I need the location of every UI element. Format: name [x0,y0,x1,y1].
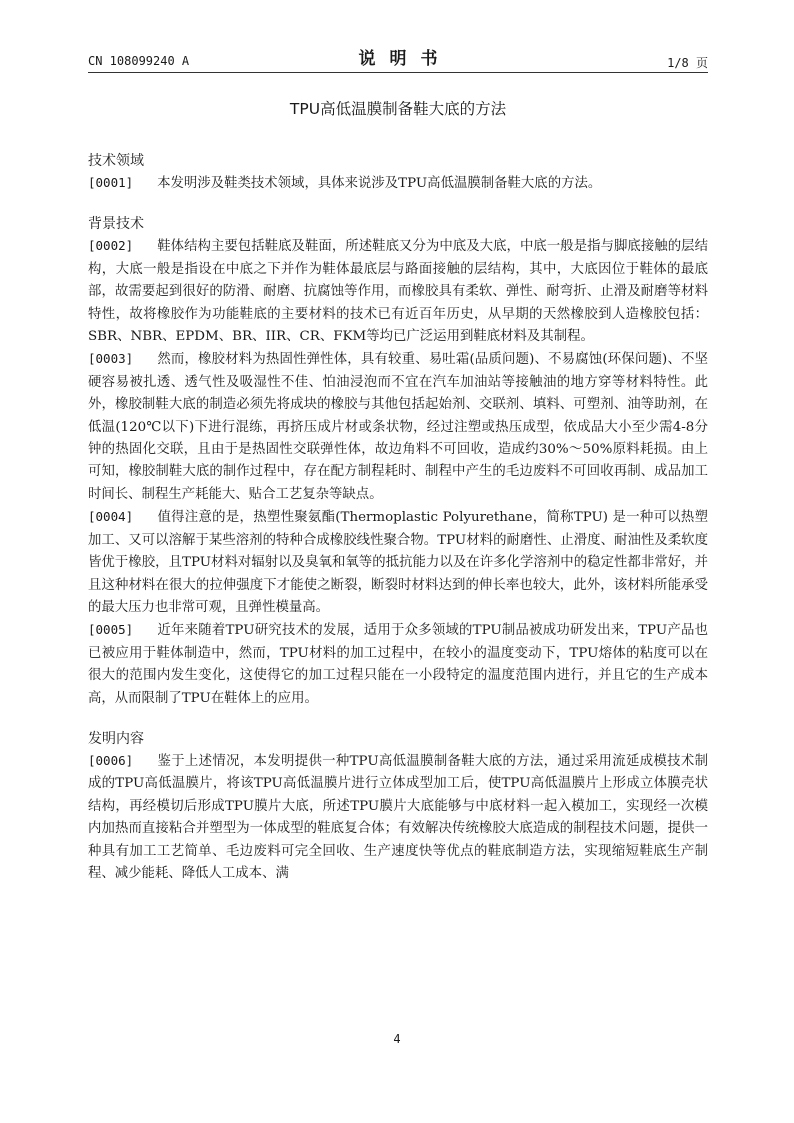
paragraph-text: 值得注意的是，热塑性聚氨酯(Thermoplastic Polyurethane，简称TPU) 是一种可以热塑加工、又可以溶解于某些溶剂的特种合成橡胶线性聚合物。TPU材料的耐磨性、止滑度、耐油性及柔软度皆优于橡胶，且TPU材料对辐射以及臭氧和氧等的抵抗能力以及在许多化学溶剂中的稳定性都非常好，并且这种材料在很大的拉伸强度下才能使之断裂，断裂时材料达到的伸长率也较大，此外，该材料所能承受的最大压力也非常可观，且弹性模量高。 [88,510,708,615]
header-rule [88,72,708,73]
paragraph-number: [0005] [88,622,134,638]
paragraph-text: 本发明涉及鞋类技术领域，具体来说涉及TPU高低温膜制备鞋大底的方法。 [157,176,602,191]
paragraph-number: [0002] [88,238,134,254]
publication-number: CN 108099240 A [88,54,190,68]
section-heading-background: 背景技术 [88,216,144,233]
page-header [88,38,708,72]
paragraph [88,235,708,348]
page-indicator: 1/8 页 [667,56,708,70]
section-heading-summary: 发明内容 [88,730,144,747]
document-title: TPU高低温膜制备鞋大底的方法 [289,100,507,118]
paragraph [88,619,708,710]
paragraph-text: 然而，橡胶材料为热固性弹性体，具有较重、易吐霜(品质问题)、不易腐蚀(环保问题)、不坚硬容易被扎透、透气性及吸湿性不佳、怕油浸泡而不宜在汽车加油站等接触油的地方穿等材料特性。此外，橡胶制鞋大底的制造必须先将成块的橡胶与其他包括起始剂、交联剂、填料、可塑剂、油等助剂，在低温(120℃以下)下进行混练，再挤压成片材或条状物，经过注塑或热压成型，依成品大小至少需4-8分钟的热固化交联，且由于是热固性交联弹性体，故边角料不可回收，造成约30%～50%原料耗损。由上可知，橡胶制鞋大底的制作过程中，存在配方制程耗时、制程中产生的毛边废料不可回收再制、成品加工时间长、制程生产耗能大、贴合工艺复杂等缺点。 [88,352,708,502]
document-type: 说明书 [358,49,452,69]
document-body [88,98,708,885]
paragraph-text: 近年来随着TPU研究技术的发展，适用于众多领域的TPU制品被成功研发出来，TPU产品也已被应用于鞋体制造中，然而，TPU材料的加工过程中，在较小的温度变动下，TPU熔体的粘度可以在很大的范围内发生变化，这使得它的加工过程只能在一小段特定的温度范围内进行，并且它的生产成本高，从而限制了TPU在鞋体上的应用。 [88,623,708,706]
paragraph-number: [0006] [88,752,134,768]
paragraph-number: [0001] [88,175,134,190]
paragraph [88,506,708,619]
paragraph-number: [0004] [88,509,134,525]
paragraph-number: [0003] [88,351,134,367]
paragraph-text: 鉴于上述情况，本发明提供一种TPU高低温膜制备鞋大底的方法，通过采用流延成模技术制成的TPU高低温膜片，将该TPU高低温膜片进行立体成型加工后，使TPU高低温膜片上形成立体膜壳状结构，再经模切后形成TPU膜片大底，所述TPU膜片大底能够与中底材料一起入模加工，实现经一次模内加热而直接粘合并塑型为一体成型的鞋底复合体；有效解决传统橡胶大底造成的制程技术问题，提供一种具有加工工艺简单、毛边废料可完全回收、生产速度快等优点的鞋底制造方法，实现缩短鞋底生产制程、减少能耗、降低人工成本、满 [88,753,708,881]
section-heading-tech-field: 技术领域 [88,153,144,169]
paragraph [88,348,708,506]
paragraph [88,172,708,195]
paragraph [88,750,708,885]
page-number: 4 [393,1032,401,1046]
paragraph-text: 鞋体结构主要包括鞋底及鞋面，所述鞋底又分为中底及大底，中底一般是指与脚底接触的层结构，大底一般是指设在中底之下并作为鞋体最底层与路面接触的层结构，其中，大底因位于鞋体的最底部，故需要起到很好的防滑、耐磨、抗腐蚀等作用，而橡胶具有柔软、弹性、耐弯折、止滑及耐磨等材料特性，故将橡胶作为功能鞋底的主要材料的技术已有近百年历史，从早期的天然橡胶到人造橡胶包括：SBR、NBR、EPDM、BR、IIR、CR、FKM等均已广泛运用到鞋底材料及其制程。 [88,239,708,345]
